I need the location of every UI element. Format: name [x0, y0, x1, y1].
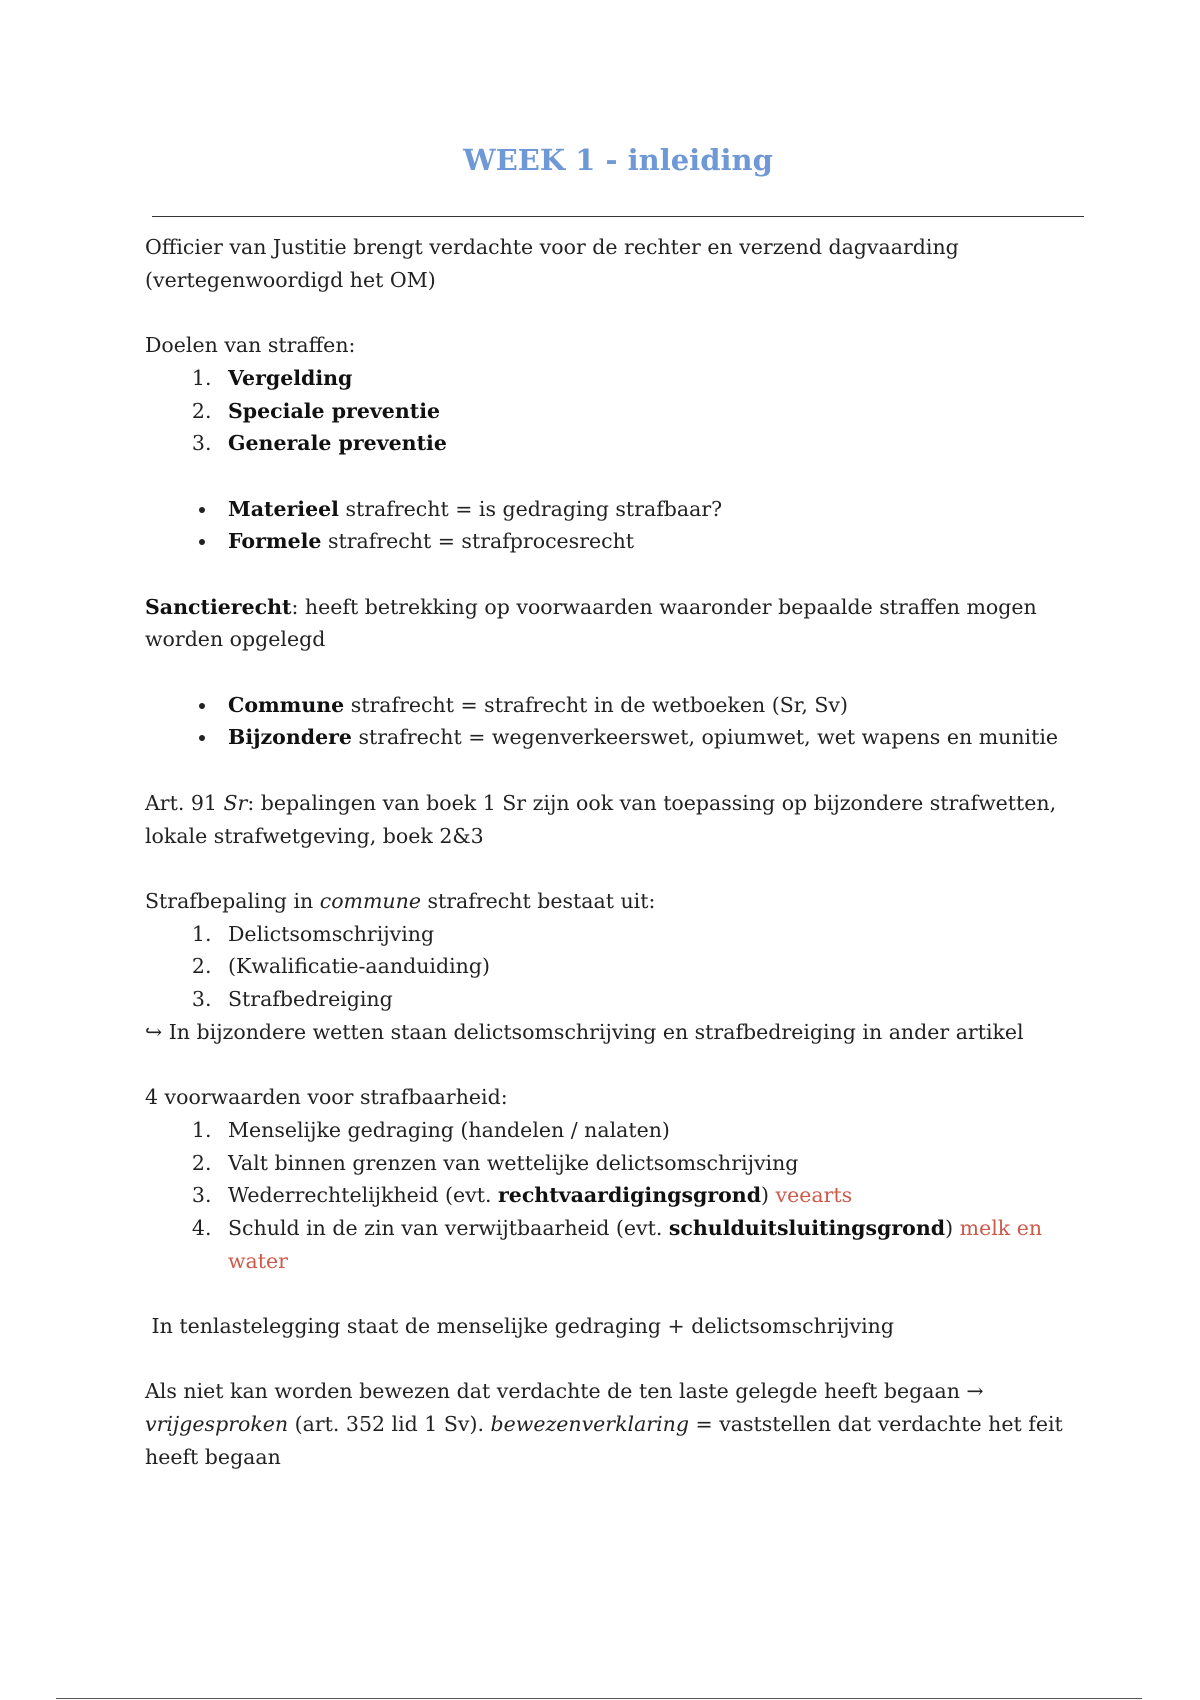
list-item: 1. Vergelding [218, 362, 1085, 395]
doelen-heading: Doelen van straffen: [145, 333, 356, 358]
commune-types-list [145, 689, 1085, 754]
list-item: • Bijzondere strafrecht = wegenverkeerswet, opiumwet, wet wapens en munitie [218, 721, 1085, 754]
strafbepaling-list [145, 918, 1085, 1016]
paragraph-bewezen: Als niet kan worden bewezen dat verdachte de ten laste gelegde heeft begaan → vrijgesproken (art. 352 lid 1 Sv). bewezenverklaring = vaststellen dat verdachte het feit heeft begaan [145, 1379, 1063, 1469]
strafbepaling-note: ↪ In bijzondere wetten staan delictsomschrijving en strafbedreiging in ander artikel [145, 1019, 1024, 1044]
paragraph-tenlastelegging: In tenlastelegging staat de menselijke gedraging + delictsomschrijving [145, 1314, 894, 1339]
spacer [145, 754, 1085, 787]
list-item: • Materieel strafrecht = is gedraging strafbaar? [218, 493, 1085, 526]
list-item: 2. Valt binnen grenzen van wettelijke delictsomschrijving [218, 1147, 1085, 1180]
list-item: 2. (Kwalificatie-aanduiding) [218, 950, 1085, 983]
voorwaarden-heading: 4 voorwaarden voor strafbaarheid: [145, 1085, 508, 1110]
list-item: 1. Menselijke gedraging (handelen / nalaten) [218, 1114, 1085, 1147]
annotation-red: veearts [775, 1183, 853, 1208]
spacer [145, 852, 1085, 885]
title-divider [152, 216, 1084, 217]
document-body [145, 231, 1085, 1474]
list-item: • Formele strafrecht = strafprocesrecht [218, 525, 1085, 558]
page-title: WEEK 1 - inleiding [463, 143, 773, 177]
footer-divider [56, 1698, 1142, 1699]
strafbepaling-heading: Strafbepaling in commune strafrecht bestaat uit: [145, 888, 656, 913]
list-item: 3. Generale preventie [218, 427, 1085, 460]
voorwaarden-list [145, 1114, 1085, 1278]
spacer [145, 460, 1085, 493]
list-item: • Commune strafrecht = strafrecht in de wetboeken (Sr, Sv) [218, 689, 1085, 722]
list-item: 2. Speciale preventie [218, 395, 1085, 428]
list-item: 3. Wederrechtelijkheid (evt. rechtvaardigingsgrond) veearts [218, 1179, 1085, 1212]
spacer [145, 1343, 1085, 1376]
spacer [145, 656, 1085, 689]
list-item: 3. Strafbedreiging [218, 983, 1085, 1016]
spacer [145, 558, 1085, 591]
spacer [145, 1048, 1085, 1081]
paragraph-officier: Officier van Justitie brengt verdachte voor de rechter en verzend dagvaarding (vertegenwoordigd het OM) [145, 235, 959, 292]
doelen-list [145, 362, 1085, 460]
paragraph-sanctierecht: Sanctierecht: heeft betrekking op voorwaarden waaronder bepaalde straffen mogen worden opgelegd [145, 594, 1037, 652]
annotation-red: melk en water [228, 1215, 1043, 1273]
list-item: 4. Schuld in de zin van verwijtbaarheid (evt. schulduitsluitingsgrond) melk en water [218, 1212, 1085, 1277]
spacer [145, 1277, 1085, 1310]
spacer [145, 296, 1085, 329]
return-arrow-icon: ↪ [145, 1019, 163, 1044]
paragraph-art91: Art. 91 Sr: bepalingen van boek 1 Sr zijn ook van toepassing op bijzondere strafwetten, lokale strafwetgeving, boek 2&3 [145, 790, 1057, 848]
strafrecht-types-list [145, 493, 1085, 558]
list-item: 1. Delictsomschrijving [218, 918, 1085, 951]
